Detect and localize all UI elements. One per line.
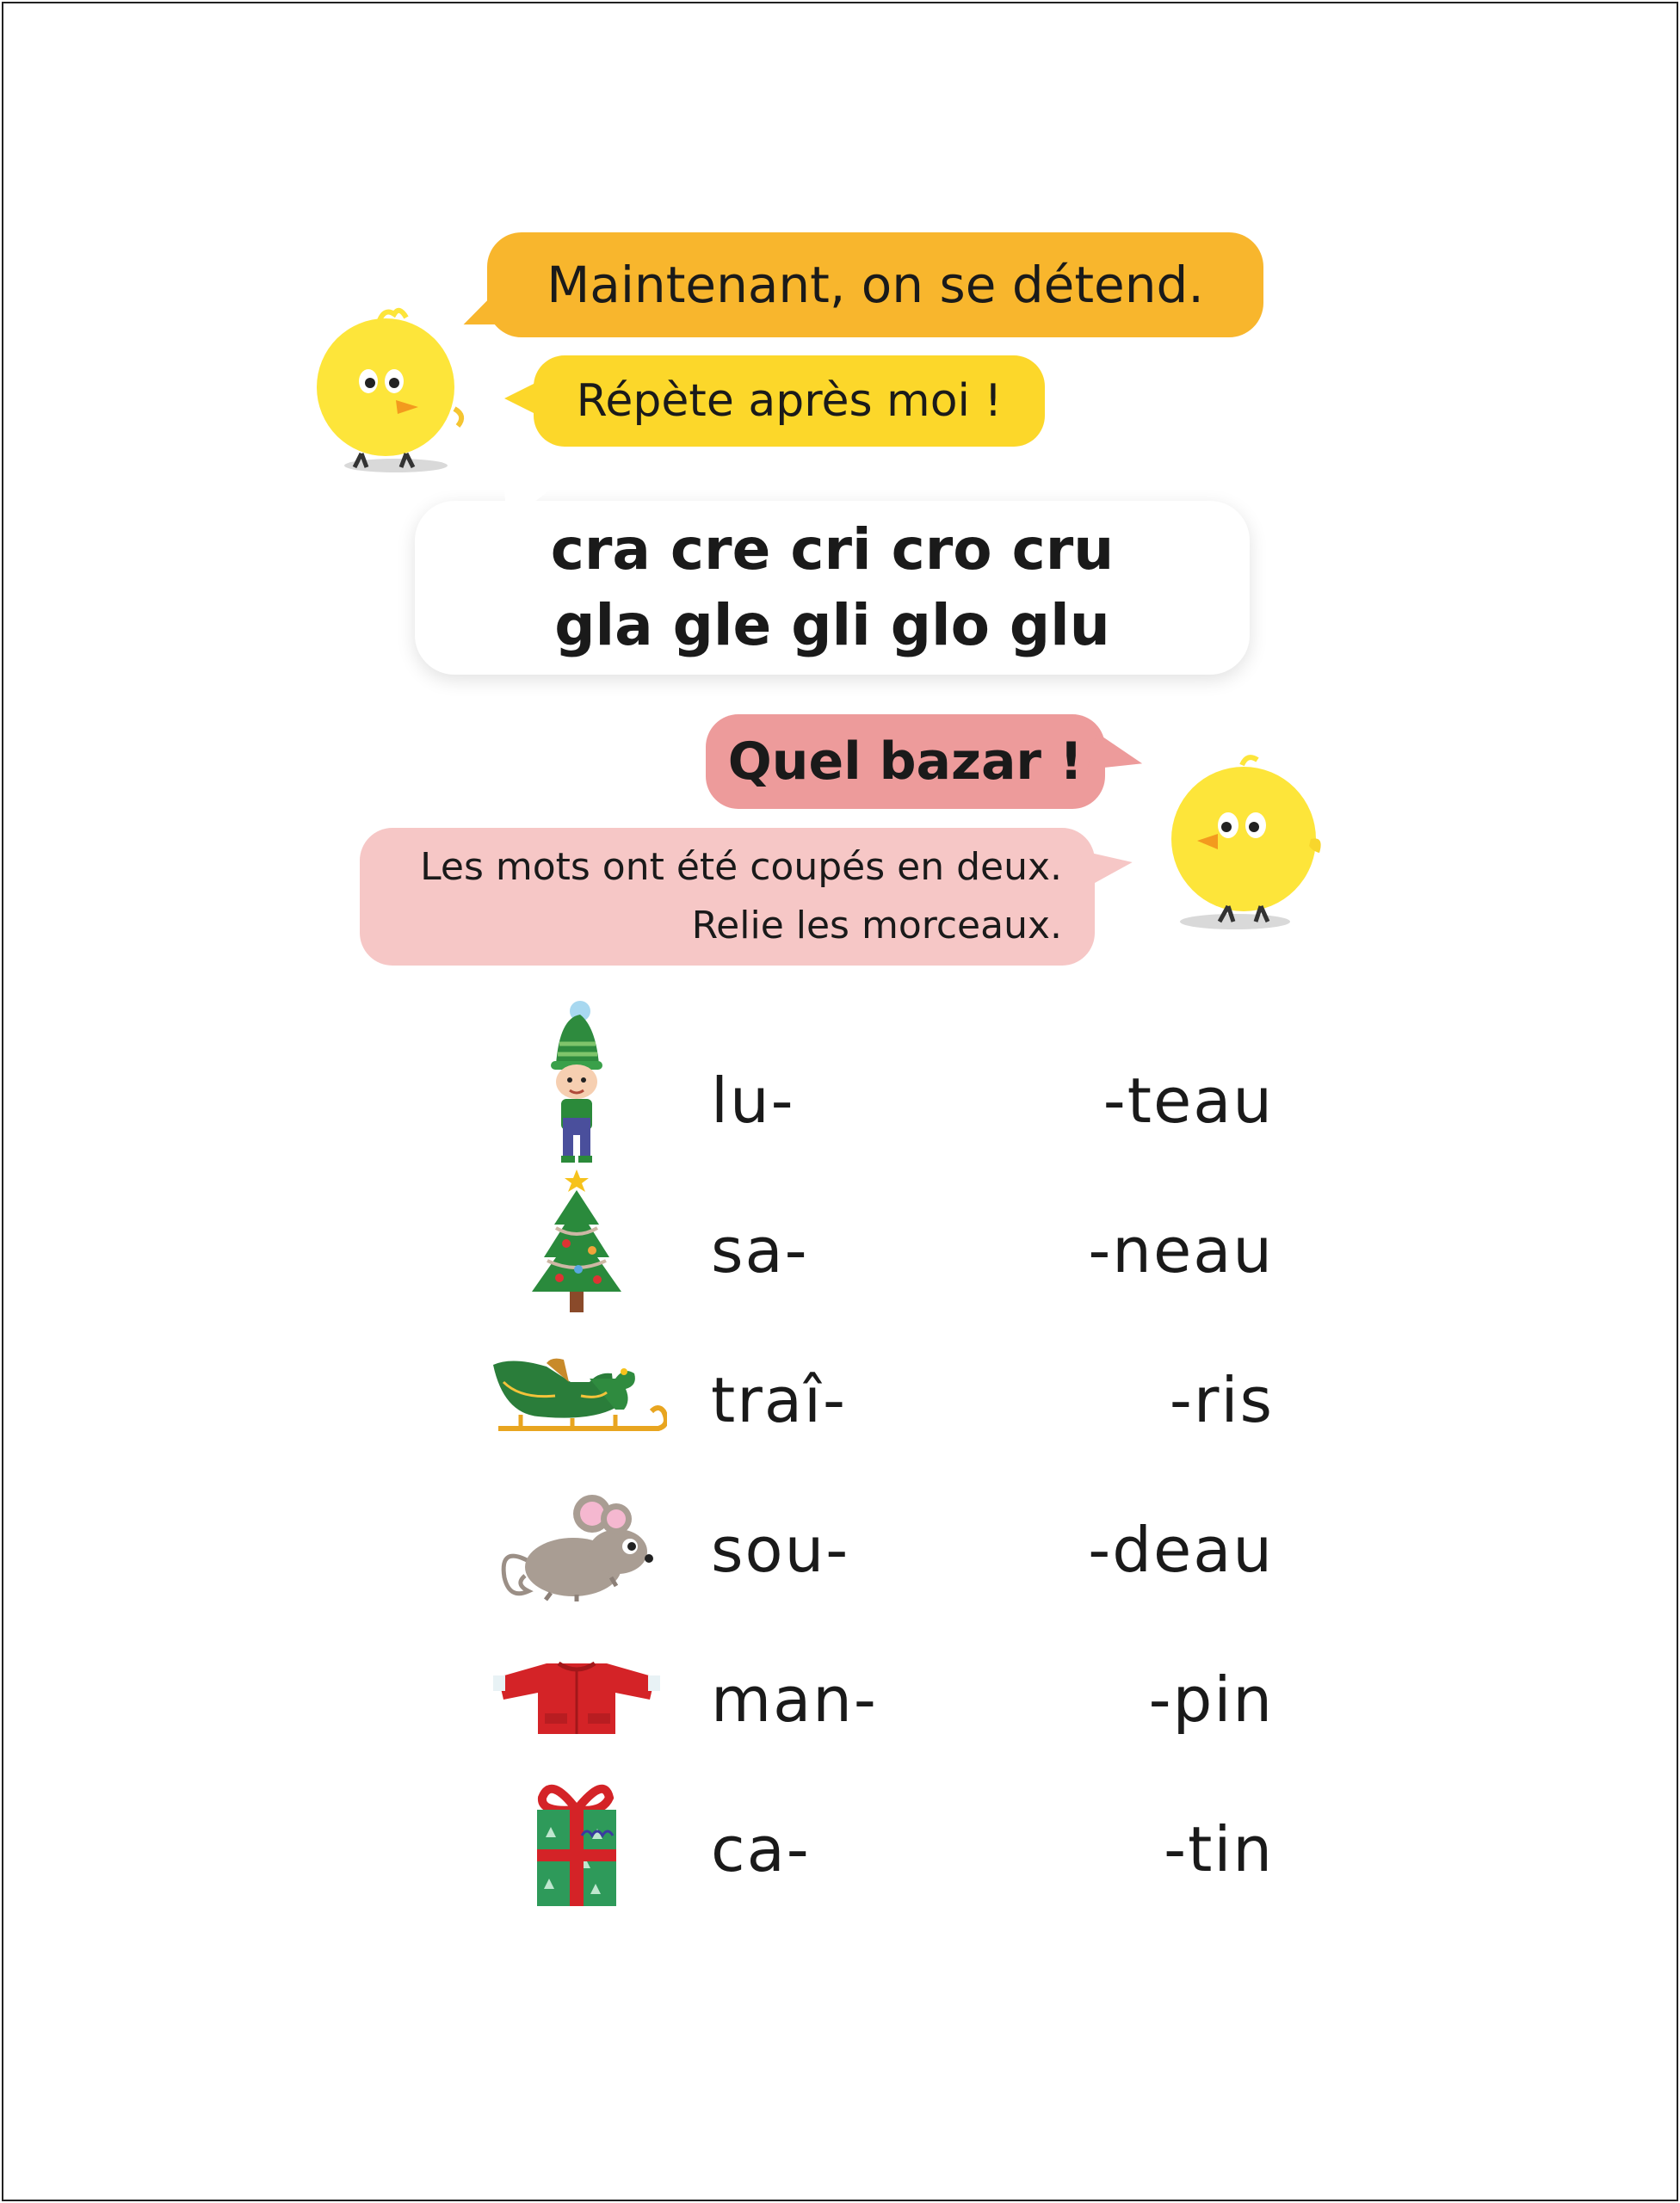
gift-icon <box>525 1775 628 1913</box>
word-end: -pin <box>1148 1663 1274 1736</box>
word-start: sa- <box>711 1214 809 1287</box>
speech-line-detend: Maintenant, on se détend. <box>547 256 1204 314</box>
word-end: -tin <box>1164 1813 1274 1885</box>
instruction-bubble <box>360 828 1095 966</box>
exercise-title-bubble <box>706 714 1105 809</box>
word-pair-row <box>482 1031 1291 1169</box>
word-start: man- <box>711 1663 878 1736</box>
chick-icon <box>310 305 473 478</box>
word-end: -ris <box>1169 1364 1274 1436</box>
red-coat-icon <box>486 1651 667 1746</box>
sleigh-icon <box>486 1348 667 1451</box>
syllables-row-gl: gla gle gli glo glu <box>554 592 1110 658</box>
word-end: -deau <box>1088 1514 1274 1586</box>
christmas-tree-icon <box>525 1168 628 1314</box>
chick-icon <box>1149 753 1330 934</box>
word-end: -neau <box>1088 1214 1274 1287</box>
word-pair-row <box>482 1181 1291 1318</box>
speech-bubble-detend <box>487 232 1263 337</box>
speech-line-repete: Répète après moi ! <box>576 375 1003 427</box>
word-pair-row <box>482 1780 1291 1917</box>
syllables-row-cr: cra cre cri cro cru <box>550 516 1115 583</box>
word-pair-row <box>482 1630 1291 1768</box>
word-start: ca- <box>711 1813 811 1885</box>
elf-icon <box>525 1001 628 1164</box>
word-start: sou- <box>711 1514 850 1586</box>
speech-bubble-repete <box>534 355 1045 447</box>
exercise-title: Quel bazar ! <box>727 731 1084 792</box>
syllables-bubble <box>415 501 1250 675</box>
instruction-line-1: Les mots ont été coupés en deux. <box>420 845 1062 889</box>
word-pair-row <box>482 1330 1291 1468</box>
word-end: -teau <box>1102 1064 1274 1137</box>
instruction-line-2: Relie les morceaux. <box>691 904 1062 947</box>
word-start: traî- <box>711 1364 847 1436</box>
mouse-icon <box>491 1484 663 1614</box>
word-start: lu- <box>711 1064 795 1137</box>
word-pair-row <box>482 1480 1291 1618</box>
